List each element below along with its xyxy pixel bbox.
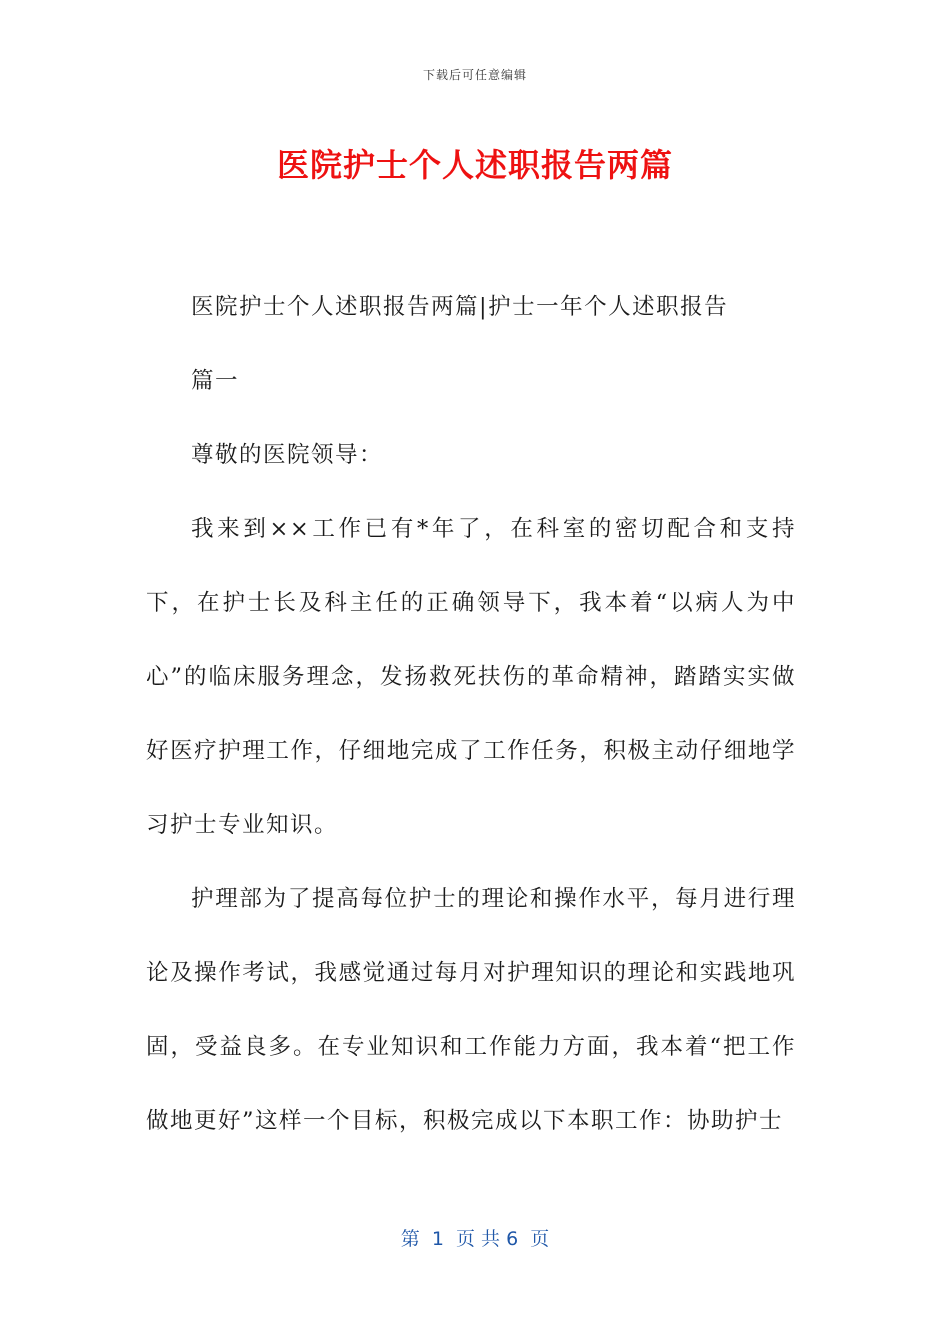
document-title: 医院护士个人述职报告两篇 [276,146,673,184]
paragraph-section-heading: 篇一 [191,368,240,394]
paragraph-body-1: 我来到××工作已有*年了，在科室的密切配合和支持下，在护士长及科主任的正确领导下，我本着“以病人为中心”的临床服务理念，发扬救死扶伤的革命精神，踏踏实实做好医疗护理工作，仔细地完成了工作任务，积极主动仔细地学习护士专业知识。 [146,516,796,838]
paragraph-subtitle: 医院护士个人述职报告两篇|护士一年个人述职报告 [191,294,729,320]
paragraph-salutation: 尊敬的医院领导： [191,442,384,468]
page-number-footer: 第 1 页 共 6 页 [400,1228,550,1250]
header-note: 下载后可任意编辑 [422,68,527,82]
paragraph-body-2: 护理部为了提高每位护士的理论和操作水平，每月进行理论及操作考试，我感觉通过每月对护理知识的理论和实践地巩固，受益良多。在专业知识和工作能力方面，我本着“把工作做地更好”这样一个目标，积极完成以下本职工作：协助护士 [146,886,796,1134]
document-body [146,270,796,1158]
